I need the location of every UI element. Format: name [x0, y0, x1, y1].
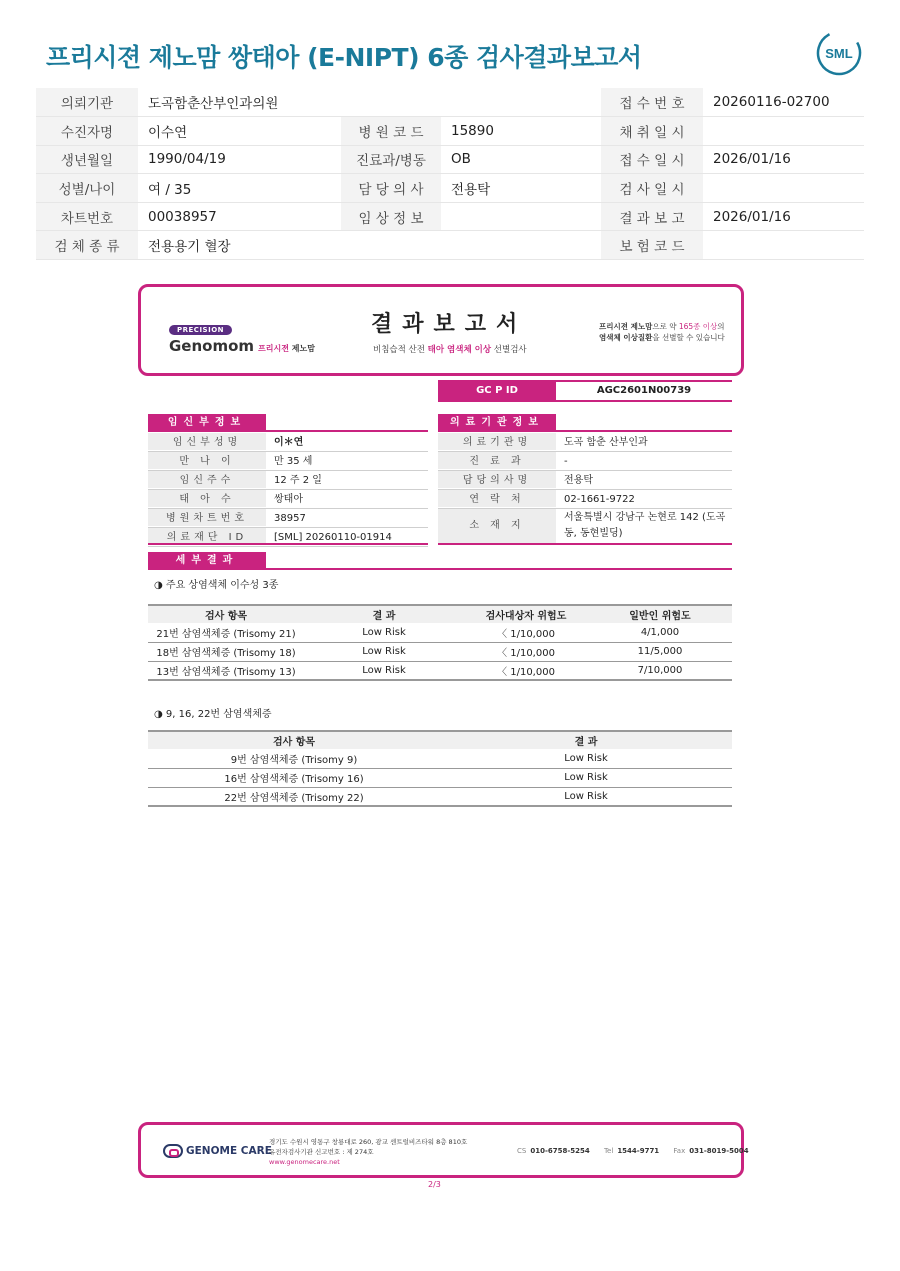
major-trisomy-title: ◑ 주요 상염색체 이수성 3종	[154, 580, 279, 591]
patient-value	[703, 231, 864, 260]
result-row	[148, 768, 732, 787]
clinic-value: 전용탁	[564, 475, 593, 486]
report-footer	[138, 1122, 749, 1178]
pregnant-value: 38957	[274, 513, 306, 524]
patient-row	[36, 231, 864, 260]
page-title: 프리시젼 제노맘 쌍태아 (E-NIPT) 6종 검사결과보고서	[46, 43, 642, 72]
major-trisomy-table	[148, 604, 732, 681]
result-cell: Low Risk	[304, 661, 464, 680]
pregnant-label: 의료재단 ID	[148, 528, 266, 545]
fax-label: Fax	[673, 1147, 686, 1155]
patient-label: 성별/나이	[36, 174, 138, 203]
clinic-section-line	[438, 430, 732, 432]
result-row	[148, 661, 732, 680]
patient-value: 2026/01/16	[703, 202, 864, 231]
pregnant-label: 병원차트번호	[148, 509, 266, 526]
tagline-1d: 의	[717, 322, 725, 331]
result-row	[148, 642, 732, 661]
patient-value: 도곡함춘산부인과의원	[138, 88, 601, 117]
clinic-address-row	[438, 509, 732, 545]
minor-trisomy-table	[148, 730, 732, 807]
patient-label: 접 수 일 시	[601, 145, 703, 174]
patient-value: 1990/04/19	[138, 145, 341, 174]
clinic-label: 의료기관명	[438, 433, 556, 450]
brand-sub1: 프리시젼	[258, 344, 289, 353]
patient-label: 생년월일	[36, 145, 138, 174]
patient-label: 검 체 종 류	[36, 231, 138, 260]
clinic-address-value	[564, 510, 725, 542]
clinic-label: 담당의사명	[438, 471, 556, 488]
clinic-label: 연 락 처	[438, 490, 556, 507]
pregnant-value: 12 주 2 일	[274, 475, 322, 486]
detail-section-line	[148, 568, 732, 570]
result-row	[148, 749, 732, 768]
result-cell: 21번 삼염색체증 (Trisomy 21)	[148, 623, 304, 642]
footer-address	[269, 1137, 467, 1167]
footer-addr2: 유전자검사기관 신고번호 : 제 274호	[269, 1148, 374, 1156]
pregnant-row	[148, 433, 428, 452]
sml-logo	[816, 30, 862, 76]
pregnant-section-title: 임신부정보	[148, 414, 266, 431]
footer-addr1: 경기도 수원시 영통구 창룡대로 260, 광교 센트럴비즈타워 8층 810호	[269, 1138, 468, 1146]
clinic-value: 02-1661-9722	[564, 494, 635, 505]
pregnant-row	[148, 509, 428, 528]
page-number: 2/3	[428, 1180, 441, 1189]
result-cell: Low Risk	[440, 768, 732, 787]
patient-info-table	[36, 88, 864, 260]
footer-web-link[interactable]: www.genomecare.net	[269, 1158, 340, 1166]
genome-care-name: GENOME CARE	[186, 1145, 272, 1157]
patient-value: 15890	[441, 117, 601, 146]
pregnant-bottom-line	[148, 543, 428, 545]
result-row	[148, 787, 732, 806]
sub-pre: 비침습적 산전	[373, 345, 425, 355]
patient-value: OB	[441, 145, 601, 174]
result-cell: Low Risk	[304, 642, 464, 661]
patient-label: 검 사 일 시	[601, 174, 703, 203]
column-header: 검사 항목	[148, 731, 440, 749]
patient-label: 담 당 의 사	[341, 174, 441, 203]
brand-sub2: 제노맘	[291, 344, 315, 353]
result-cell: 18번 삼염색체증 (Trisomy 18)	[148, 642, 304, 661]
patient-label: 접 수 번 호	[601, 88, 703, 117]
patient-row	[36, 145, 864, 174]
column-header: 일반인 위험도	[588, 605, 732, 623]
patient-value: 전용용기 혈장	[138, 231, 601, 260]
clinic-label: 진 료 과	[438, 452, 556, 469]
patient-value: 00038957	[138, 202, 341, 231]
report-header	[138, 284, 744, 376]
minor-trisomy-title: ◑ 9, 16, 22번 삼염색체증	[154, 709, 272, 720]
clinic-value: -	[564, 456, 568, 467]
clinic-row	[438, 471, 732, 490]
result-cell: 22번 삼염색체증 (Trisomy 22)	[148, 787, 440, 806]
pregnant-value: 만 35 세	[274, 456, 313, 467]
clinic-address-line2: 동, 동현빌딩)	[564, 528, 623, 539]
result-cell: 〈 1/10,000	[464, 661, 588, 680]
sml-logo-text: SML	[825, 46, 853, 61]
column-header: 결 과	[304, 605, 464, 623]
patient-label: 진료과/병동	[341, 145, 441, 174]
clinic-address-line1: 서울특별시 강남구 논현로 142 (도곡	[564, 512, 726, 523]
patient-label: 임 상 정 보	[341, 202, 441, 231]
clinic-row	[438, 452, 732, 471]
result-cell: 11/5,000	[588, 642, 732, 661]
patient-label: 차트번호	[36, 202, 138, 231]
patient-value: 여 / 35	[138, 174, 341, 203]
report-tagline	[599, 321, 725, 343]
pregnant-row	[148, 452, 428, 471]
patient-value: 2026/01/16	[703, 145, 864, 174]
result-cell: 7/10,000	[588, 661, 732, 680]
gcpid-label: GC P ID	[438, 380, 556, 402]
gcpid-value: AGC2601N00739	[556, 380, 732, 402]
pregnant-label: 임신주수	[148, 471, 266, 488]
patient-row	[36, 88, 864, 117]
tagline-1c: 165종 이상	[678, 322, 718, 331]
brand-name: Genomom	[169, 337, 255, 355]
pregnant-row	[148, 471, 428, 490]
patient-row	[36, 202, 864, 231]
patient-value	[703, 117, 864, 146]
sub-post: 선별검사	[493, 345, 527, 355]
patient-value: 전용탁	[441, 174, 601, 203]
pregnant-value: 이＊연	[274, 437, 304, 448]
column-header: 검사대상자 위험도	[464, 605, 588, 623]
genomom-logo	[169, 317, 315, 355]
patient-label: 병 원 코 드	[341, 117, 441, 146]
genome-care-logo	[163, 1144, 272, 1158]
pregnant-value: [SML] 20260110-01914	[274, 532, 392, 543]
result-cell: 16번 삼염색체증 (Trisomy 16)	[148, 768, 440, 787]
patient-value: 이수연	[138, 117, 341, 146]
fax-number: 031-8019-5004	[689, 1147, 749, 1155]
patient-row	[36, 174, 864, 203]
detail-section-title: 세부결과	[148, 552, 266, 569]
clinic-section-title: 의료기관정보	[438, 414, 556, 431]
tagline-1a: 프리시젼 제노맘	[599, 322, 653, 331]
report-subtitle	[373, 343, 527, 355]
column-header: 결 과	[440, 731, 732, 749]
patient-label: 결 과 보 고	[601, 202, 703, 231]
pregnant-label: 만 나 이	[148, 452, 266, 469]
cs-number: 010-6758-5254	[530, 1147, 590, 1155]
result-cell: Low Risk	[440, 787, 732, 806]
patient-value	[441, 202, 601, 231]
tagline-1b: 으로 약	[652, 322, 677, 331]
pregnant-label: 임신부성명	[148, 433, 266, 450]
result-cell: 4/1,000	[588, 623, 732, 642]
result-cell: Low Risk	[304, 623, 464, 642]
patient-value	[703, 174, 864, 203]
column-header: 검사 항목	[148, 605, 304, 623]
patient-label: 채 취 일 시	[601, 117, 703, 146]
pregnant-section-line	[148, 430, 428, 432]
report-title: 결과보고서	[371, 312, 528, 337]
result-cell: 9번 삼염색체증 (Trisomy 9)	[148, 749, 440, 768]
clinic-bottom-line	[438, 543, 732, 545]
genome-care-icon	[163, 1144, 183, 1158]
result-cell: Low Risk	[440, 749, 732, 768]
tagline-2b: 을 선별할 수 있습니다	[652, 333, 725, 342]
clinic-row	[438, 433, 732, 452]
result-cell: 13번 삼염색체증 (Trisomy 13)	[148, 661, 304, 680]
patient-label: 수진자명	[36, 117, 138, 146]
footer-contacts	[517, 1147, 761, 1155]
patient-value: 20260116-02700	[703, 88, 864, 117]
clinic-value: 도곡 함춘 산부인과	[564, 437, 648, 448]
pregnant-label: 태 아 수	[148, 490, 266, 507]
tel-number: 1544-9771	[617, 1147, 660, 1155]
patient-label: 의뢰기관	[36, 88, 138, 117]
pregnant-value: 쌍태아	[274, 494, 303, 505]
cs-label: CS	[517, 1147, 527, 1155]
sub-highlight: 태아 염색체 이상	[427, 345, 492, 355]
result-cell: 〈 1/10,000	[464, 642, 588, 661]
tagline-2a: 염색체 이상질환	[599, 333, 653, 342]
clinic-row	[438, 490, 732, 509]
result-row	[148, 623, 732, 642]
patient-row	[36, 117, 864, 146]
precision-badge: PRECISION	[169, 325, 232, 335]
result-cell: 〈 1/10,000	[464, 623, 588, 642]
pregnant-row	[148, 490, 428, 509]
pregnant-divider	[148, 546, 428, 547]
patient-label: 보 험 코 드	[601, 231, 703, 260]
tel-label: Tel	[603, 1147, 614, 1155]
clinic-address-label: 소 재 지	[438, 509, 556, 543]
